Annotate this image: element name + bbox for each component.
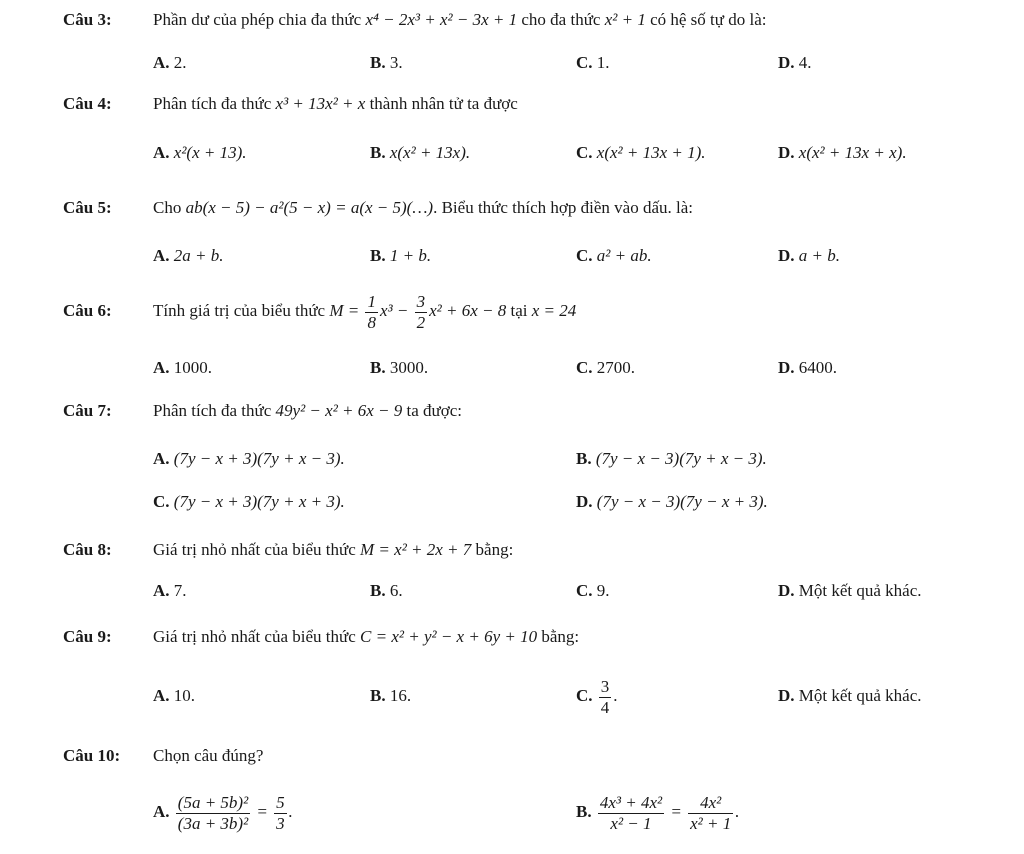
math-expression: 49y² − x² + 6x − 9 [275, 401, 403, 420]
question-3-options [0, 48, 1024, 78]
option-d: D. 4. [778, 53, 812, 72]
question-number: Câu 6: [63, 301, 112, 320]
question-text: Phần dư của phép chia đa thức x⁴ − 2x³ + x² − 3x + 1 cho đa thức x² + 1 có hệ số tự do là: [153, 10, 767, 29]
option-c: C. (7y − x + 3)(7y + x + 3). [153, 492, 345, 511]
math-expression: $\frac{\text{4x³ + 4x²}}{\text{x² − 1}}$ = $\frac{\text{4x²}}{\text{x² + 1}}$ . [599, 793, 740, 833]
question-4-options [0, 138, 1024, 168]
question-number: Câu 9: [63, 627, 112, 646]
question-3 [0, 5, 1024, 35]
question-number: Câu 7: [63, 401, 112, 420]
question-10 [0, 741, 1024, 771]
question-8-options [0, 576, 1024, 606]
fraction: $\frac{1}{8}$ [367, 292, 376, 332]
question-number: Câu 8: [63, 540, 112, 559]
option-c: C. 2700. [576, 358, 636, 377]
math-expression: $\frac{\text{(5a + 5b)²}}{\text{(3a + 3b)²}}$ = $\frac{5}{3}$ . [177, 793, 293, 833]
option-c: C. 9. [576, 581, 610, 600]
option-b: B. 16. [370, 686, 412, 705]
option-a: A. $\frac{\text{(5a + 5b)²}}{\text{(3a + 3b)²}}$ = $\frac{5}{3}$ . [153, 793, 293, 833]
option-b: B. $\frac{\text{4x³ + 4x²}}{\text{x² − 1}}$ = $\frac{\text{4x²}}{\text{x² + 1}}$ . [576, 793, 740, 833]
option-c: C. $\frac{3}{4}$ . [576, 677, 618, 717]
option-a: A. 7. [153, 581, 187, 600]
option-a: A. (7y − x + 3)(7y + x − 3). [153, 449, 345, 468]
option-a: A. 2. [153, 53, 187, 72]
question-5-options [0, 241, 1024, 271]
question-text: Chọn câu đúng? [153, 746, 264, 765]
fraction: $\frac{3}{2}$ [416, 292, 426, 332]
question-4 [0, 89, 1024, 119]
option-a: A. 1000. [153, 358, 213, 377]
option-b: B. x(x² + 13x). [370, 143, 471, 162]
math-expression: x² + 1 [604, 10, 646, 29]
math-expression: M = $\frac{1}{8}$ x³ − $\frac{3}{2}$ x² + 6x − 8 [329, 292, 507, 332]
math-expression: M = x² + 2x + 7 [360, 540, 472, 559]
option-b: B. 6. [370, 581, 403, 600]
option-a: A. 2a + b. [153, 246, 224, 265]
option-b: B. 1 + b. [370, 246, 432, 265]
option-d: D. x(x² + 13x + x). [778, 143, 907, 162]
question-9 [0, 622, 1024, 652]
question-text: Cho ab(x − 5) − a²(5 − x) = a(x − 5)(…). Biểu thức thích hợp điền vào dấu. là: [153, 198, 694, 217]
question-7-options-row2 [0, 487, 1024, 517]
option-b: B. 3. [370, 53, 403, 72]
fraction: $\frac{3}{4}$ [600, 677, 610, 717]
option-c: C. 1. [576, 53, 610, 72]
math-expression: x = 24 [531, 301, 577, 320]
question-number: Câu 5: [63, 198, 112, 217]
fraction: $\frac{\text{(5a + 5b)²}}{\text{(3a + 3b)²}}$ [177, 793, 249, 833]
question-7 [0, 396, 1024, 426]
question-5 [0, 193, 1024, 223]
option-d: D. Một kết quả khác. [778, 581, 922, 600]
math-expression: x⁴ − 2x³ + x² − 3x + 1 [365, 10, 518, 29]
question-8 [0, 535, 1024, 565]
question-number: Câu 3: [63, 10, 112, 29]
option-b: B. 3000. [370, 358, 429, 377]
question-text: Giá trị nhỏ nhất của biểu thức M = x² + 2x + 7 bằng: [153, 540, 514, 559]
question-9-options [0, 668, 1024, 724]
question-text: Giá trị nhỏ nhất của biểu thức C = x² + y² − x + 6y + 10 bằng: [153, 627, 580, 646]
question-text: Phân tích đa thức 49y² − x² + 6x − 9 ta được: [153, 401, 463, 420]
fraction: $\frac{\text{4x²}}{\text{x² + 1}}$ [690, 793, 732, 833]
option-d: D. (7y − x − 3)(7y − x + 3). [576, 492, 768, 511]
math-expression: C = x² + y² − x + 6y + 10 [360, 627, 538, 646]
option-b: B. (7y − x − 3)(7y + x − 3). [576, 449, 767, 468]
option-c: C. x(x² + 13x + 1). [576, 143, 706, 162]
question-text: Phân tích đa thức x³ + 13x² + x thành nhân tử ta được [153, 94, 518, 113]
option-d: D. a + b. [778, 246, 841, 265]
math-expression: x³ + 13x² + x [275, 94, 366, 113]
option-d: D. 6400. [778, 358, 838, 377]
question-text: Tính giá trị của biểu thức M = $\frac{1}{8}$ x³ − $\frac{3}{2}$ x² + 6x − 8 tại x = 24 [153, 292, 577, 332]
fraction: $\frac{\text{4x³ + 4x²}}{\text{x² − 1}}$ [599, 793, 663, 833]
question-number: Câu 4: [63, 94, 112, 113]
fraction: $\frac{5}{3}$ [276, 793, 285, 833]
option-a: A. 10. [153, 686, 196, 705]
option-d: D. Một kết quả khác. [778, 686, 922, 705]
option-a: A. x²(x + 13). [153, 143, 247, 162]
question-number: Câu 10: [63, 746, 121, 765]
question-7-options-row1 [0, 444, 1024, 474]
question-10-options [0, 784, 1024, 840]
option-c: C. a² + ab. [576, 246, 652, 265]
question-6 [0, 283, 1024, 339]
math-expression: ab(x − 5) − a²(5 − x) = a(x − 5)(…) [185, 198, 434, 217]
question-6-options [0, 353, 1024, 383]
